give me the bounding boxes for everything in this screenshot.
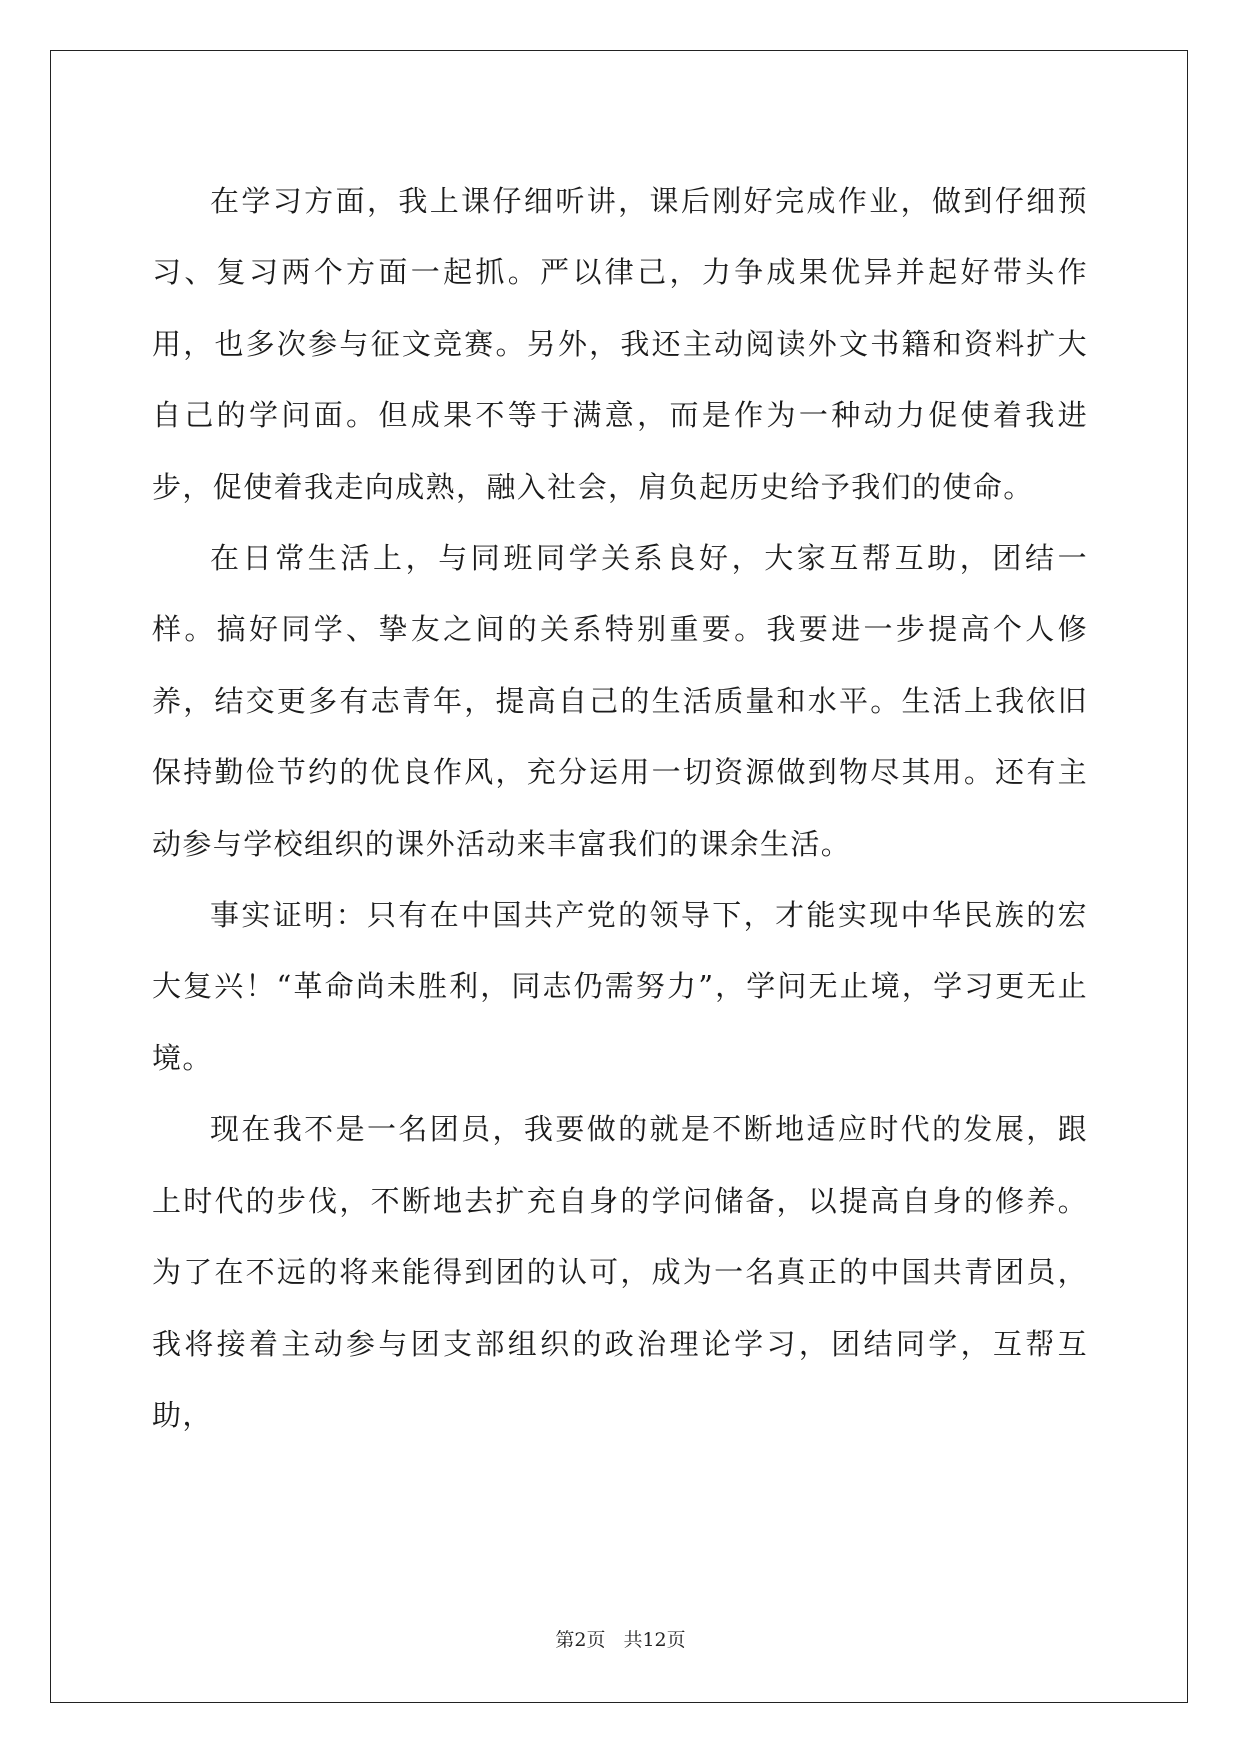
paragraph-study: 在学习方面，我上课仔细听讲，课后刚好完成作业，做到仔细预习、复习两个方面一起抓。严以律己，力争成果优异并起好带头作用，也多次参与征文竞赛。另外，我还主动阅读外文书籍和资料扩大自己的学问面。但成果不等于满意，而是作为一种动力促使着我进步，促使着我走向成熟，融入社会，肩负起历史给予我们的使命。 bbox=[152, 184, 1088, 504]
paragraph-membership: 现在我不是一名团员，我要做的就是不断地适应时代的发展，跟上时代的步伐，不断地去扩充自身的学问储备，以提高自身的修养。为了在不远的将来能得到团的认可，成为一名真正的中国共青团员，我将接着主动参与团支部组织的政治理论学习，团结同学，互帮互助， bbox=[152, 1112, 1088, 1432]
page-footer bbox=[0, 1625, 1241, 1652]
paragraph-facts: 事实证明：只有在中国共产党的领导下，才能实现中华民族的宏大复兴！“革命尚未胜利，同志仍需努力”，学问无止境，学习更无止境。 bbox=[152, 898, 1088, 1075]
document-body bbox=[152, 166, 1088, 1451]
page-number-total: 共12页 bbox=[623, 1629, 686, 1651]
page-number-current: 第2页 bbox=[555, 1629, 606, 1651]
paragraph-daily-life: 在日常生活上，与同班同学关系良好，大家互帮互助，团结一样。搞好同学、挚友之间的关系特别重要。我要进一步提高个人修养，结交更多有志青年，提高自己的生活质量和水平。生活上我依旧保持勤俭节约的优良作风，充分运用一切资源做到物尽其用。还有主动参与学校组织的课外活动来丰富我们的课余生活。 bbox=[152, 541, 1088, 861]
